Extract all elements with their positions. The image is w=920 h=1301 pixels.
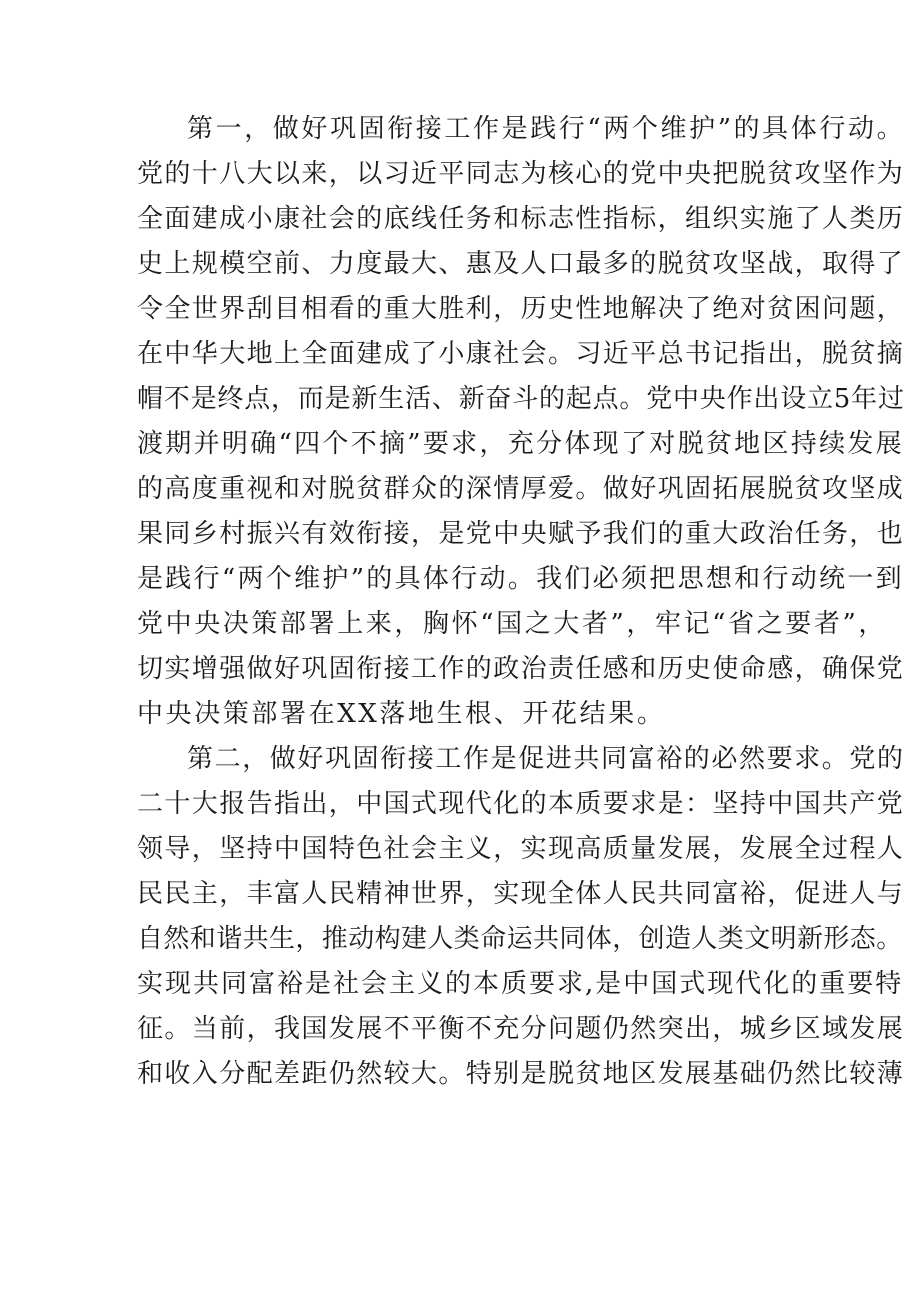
paragraph-2-line-6: 实现共同富裕是社会主义的本质要求,是中国式现代化的重要特 (137, 969, 904, 999)
paragraph-1-line-10: 果同乡村振兴有效衔接，是党中央赋予我们的重大政治任务，也 (137, 519, 905, 549)
paragraph-2-line-4: 民民主，丰富人民精神世界，实现全体人民共同富裕，促进人与 (137, 879, 905, 909)
paragraph-1-line-2: 党的十八大以来，以习近平同志为核心的党中央把脱贫攻坚作为 (137, 159, 905, 189)
paragraph-2-line-3: 领导，坚持中国特色社会主义，实现高质量发展，发展全过程人 (137, 834, 905, 864)
paragraph-2-line-1: 第二，做好巩固衔接工作是促进共同富裕的必然要求。党的 (187, 744, 905, 774)
paragraph-1-line-11: 是践行“两个维护”的具体行动。我们必须把思想和行动统一到 (137, 564, 904, 594)
paragraph-1-line-8: 渡期并明确“四个不摘”要求，充分体现了对脱贫地区持续发展 (137, 429, 904, 459)
paragraph-1-line-1: 第一，做好巩固衔接工作是践行“两个维护”的具体行动。 (187, 114, 906, 144)
paragraph-2-line-7: 征。当前，我国发展不平衡不充分问题仍然突出，城乡区域发展 (137, 1014, 905, 1044)
paragraph-1-line-4: 史上规模空前、力度最大、惠及人口最多的脱贫攻坚战，取得了 (137, 249, 905, 279)
paragraph-2-line-2: 二十大报告指出，中国式现代化的本质要求是：坚持中国共产党 (137, 789, 905, 819)
paragraph-1-line-9: 的高度重视和对脱贫群众的深情厚爱。做好巩固拓展脱贫攻坚成 (137, 474, 905, 504)
paragraph-1-line-5: 令全世界刮目相看的重大胜利，历史性地解决了绝对贫困问题， (137, 294, 905, 324)
paragraph-1-line-3: 全面建成小康社会的底线任务和标志性指标，组织实施了人类历 (137, 204, 905, 234)
paragraph-2-line-5: 自然和谐共生，推动构建人类命运共同体，创造人类文明新形态。 (137, 924, 903, 954)
paragraph-2-line-8: 和收入分配差距仍然较大。特别是脱贫地区发展基础仍然比较薄 (137, 1059, 905, 1089)
paragraph-1-line-7: 帽不是终点，而是新生活、新奋斗的起点。党中央作出设立5年过 (137, 384, 905, 414)
paragraph-1-line-6: 在中华大地上全面建成了小康社会。习近平总书记指出，脱贫摘 (137, 339, 905, 369)
paragraph-1-line-14: 中央决策部署在XX落地生根、开花结果。 (137, 699, 666, 729)
paragraph-1-line-12: 党中央决策部署上来，胸怀“国之大者”，牢记“省之要者”， (137, 609, 887, 639)
paragraph-1-line-13: 切实增强做好巩固衔接工作的政治责任感和历史使命感，确保党 (137, 654, 905, 684)
